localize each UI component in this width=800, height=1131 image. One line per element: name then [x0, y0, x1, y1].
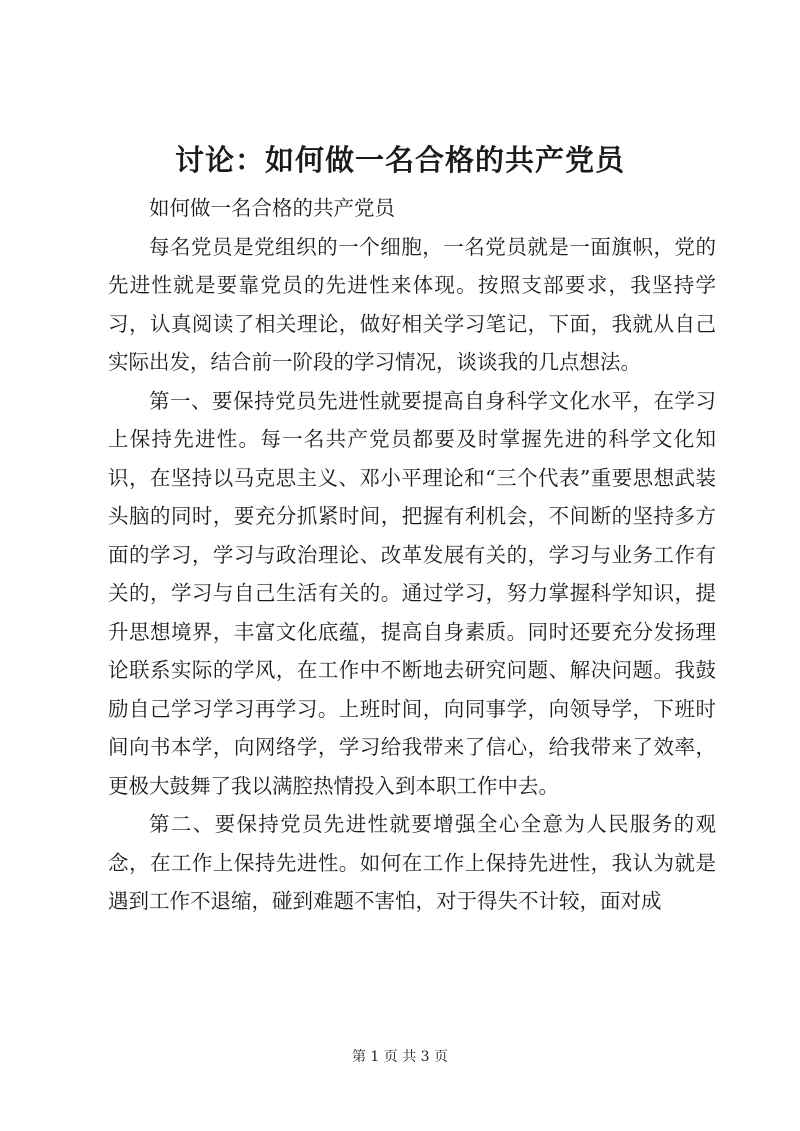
paragraph-subtitle: 如何做一名合格的共产党员 [149, 196, 395, 220]
paragraph-point-two: 第二、要保持党员先进性就要增强全心全意为人民服务的观念，在工作上保持先进性。如何在工作上保持先进性，我认为就是遇到工作不退缩，碰到难题不害怕，对于得失不计较，面对成 [108, 812, 716, 913]
document-body [108, 189, 716, 921]
paragraph-intro: 每名党员是党组织的一个细胞，一名党员就是一面旗帜，党的先进性就是要靠党员的先进性来体现。按照支部要求，我坚持学习，认真阅读了相关理论，做好相关学习笔记，下面，我就从自己实际出发，结合前一阶段的学习情况，谈谈我的几点想法。 [108, 234, 716, 374]
page-footer: 第 1 页 共 3 页 [351, 1049, 449, 1065]
paragraph-point-one: 第一、要保持党员先进性就要提高自身科学文化水平，在学习上保持先进性。每一名共产党员都要及时掌握先进的科学文化知识，在坚持以马克思主义、邓小平理论和“三个代表”重要思想武装头脑的同时，要充分抓紧时间，把握有利机会，不间断的坚持多方面的学习，学习与政治理论、改革发展有关的，学习与业务工作有关的，学习与自己生活有关的。通过学习，努力掌握科学知识，提升思想境界，丰富文化底蕴，提高自身素质。同时还要充分发扬理论联系实际的学风，在工作中不断地去研究问题、解决问题。我鼓励自己学习学习再学习。上班时间，向同事学，向领导学，下班时间向书本学，向网络学，学习给我带来了信心，给我带来了效率，更极大鼓舞了我以满腔热情投入到本职工作中去。 [108, 388, 716, 798]
document-title: 讨论：如何做一名合格的共产党员 [174, 143, 625, 177]
